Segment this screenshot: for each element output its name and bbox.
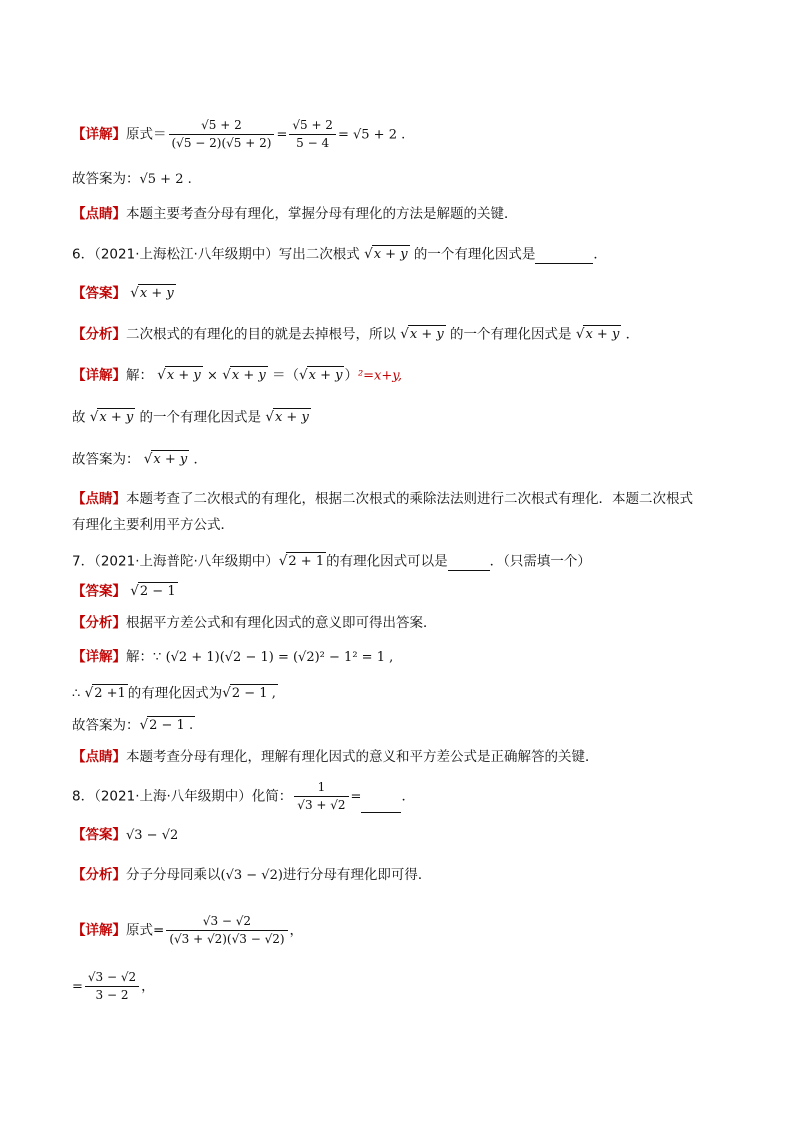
final-answer-end: ． bbox=[193, 451, 208, 468]
fraction-denominator: √3 + √2 bbox=[297, 798, 346, 812]
question-source: （2021·上海·八年级期中） bbox=[94, 788, 252, 805]
step-2-comma: ， bbox=[141, 978, 155, 995]
sqrt-expression: √x + y bbox=[299, 367, 343, 383]
radicand: 2 + 1 bbox=[288, 554, 325, 569]
question-number: 7． bbox=[72, 553, 95, 570]
stem-end: ． bbox=[593, 246, 607, 263]
analysis-text-a: 二次根式的有理化的目的就是去掉根号，所以 bbox=[126, 326, 396, 343]
stem-end: ．（只需填一个） bbox=[489, 553, 591, 570]
final-answer-label: 故答案为： bbox=[72, 171, 140, 187]
equals-paren: ＝（ bbox=[272, 367, 299, 384]
sqrt-expression: √x + y bbox=[222, 367, 266, 383]
analysis-text-b: 的一个有理化因式是 bbox=[450, 326, 572, 343]
detail-tag: 【详解】 bbox=[72, 367, 126, 384]
comment-tag: 【点睛】 bbox=[72, 749, 126, 765]
analysis-tag: 【分析】 bbox=[72, 867, 126, 883]
sqrt-expression: √2 +1 bbox=[84, 685, 126, 701]
answer-blank bbox=[361, 798, 401, 813]
because-symbol: ∵ bbox=[153, 650, 162, 665]
fraction-2 bbox=[289, 118, 336, 151]
q8-detail bbox=[72, 914, 303, 947]
q6-answer bbox=[72, 284, 176, 303]
analysis-text-a: 分子分母同乘以 bbox=[126, 867, 221, 883]
comment-text: 本题主要考查分母有理化，掌握分母有理化的方法是解题的关键． bbox=[126, 206, 518, 222]
q5-final-answer bbox=[72, 170, 192, 189]
stem-end: ． bbox=[401, 788, 415, 805]
times-sign: × bbox=[207, 368, 218, 384]
q8-stem bbox=[72, 780, 415, 813]
q7-stem bbox=[72, 552, 591, 571]
q6-analysis bbox=[72, 325, 639, 344]
conclusion-text-a: 故 bbox=[72, 409, 86, 426]
power-result: ²=x+y, bbox=[357, 368, 403, 384]
sqrt-expression: √x + y bbox=[265, 409, 309, 425]
analysis-text: 根据平方差公式和有理化因式的意义即可得出答案． bbox=[126, 615, 437, 631]
detail-prefix: 原式＝ bbox=[126, 126, 167, 143]
analysis-tag: 【分析】 bbox=[72, 615, 126, 631]
fraction-numerator: 1 bbox=[294, 780, 348, 797]
sqrt-expression: √x + y bbox=[89, 409, 134, 425]
question-source: （2021·上海普陀·八年级期中） bbox=[94, 553, 279, 570]
fraction-2-numerator: √5 + 2 bbox=[289, 118, 336, 135]
q7-final-answer bbox=[72, 716, 195, 735]
q8-answer bbox=[72, 826, 178, 845]
sqrt-expression: √x + y bbox=[575, 326, 620, 342]
stem-text-b: 的有理化因式可以是 bbox=[326, 553, 448, 570]
analysis-expression: (√3 − √2) bbox=[220, 868, 283, 883]
q8-analysis bbox=[72, 866, 431, 885]
fraction bbox=[294, 780, 348, 813]
fraction-1-numerator: √5 + 2 bbox=[169, 118, 275, 135]
q7-analysis bbox=[72, 614, 437, 632]
detail-tag: 【详解】 bbox=[72, 922, 126, 939]
detail-expression: (√2 + 1)(√2 − 1) = (√2)² − 1² = 1 , bbox=[165, 650, 394, 665]
radicand: x + y bbox=[231, 368, 266, 383]
sqrt-expression: √2 − 1 , bbox=[222, 685, 276, 701]
radicand: x + y bbox=[139, 286, 174, 301]
sqrt-expression: √x + y bbox=[130, 285, 174, 301]
q8-step-2 bbox=[72, 970, 155, 1003]
analysis-end: ． bbox=[625, 326, 640, 343]
q6-comment bbox=[72, 486, 722, 538]
sqrt-expression: √x + y bbox=[143, 451, 188, 467]
answer-tag: 【答案】 bbox=[72, 583, 126, 600]
analysis-tag: 【分析】 bbox=[72, 326, 126, 343]
q7-answer bbox=[72, 582, 178, 601]
q5-comment bbox=[72, 205, 518, 223]
fraction-1 bbox=[169, 118, 275, 151]
step-2-fraction bbox=[85, 970, 139, 1003]
radicand: x + y bbox=[308, 368, 343, 383]
radicand: 2 +1 bbox=[94, 686, 126, 701]
analysis-text-b: 进行分母有理化即可得． bbox=[282, 867, 432, 883]
sqrt-expression: √x + y bbox=[364, 246, 408, 262]
answer-blank bbox=[448, 556, 490, 571]
detail-tag: 【详解】 bbox=[72, 649, 126, 665]
detail-comma: ， bbox=[289, 922, 304, 939]
q7-conclusion bbox=[72, 684, 278, 704]
detail-fraction-numerator: √3 − √2 bbox=[166, 914, 287, 931]
answer-value: √3 − √2 bbox=[126, 828, 179, 843]
step-2-numerator: √3 − √2 bbox=[85, 970, 139, 987]
radicand: 2 − 1 . bbox=[149, 718, 194, 733]
detail-tag: 【详解】 bbox=[72, 126, 126, 143]
final-answer-label: 故答案为： bbox=[72, 717, 140, 734]
q7-detail bbox=[72, 648, 393, 667]
comment-text: 本题考查分母有理化，理解有理化因式的意义和平方差公式是正确解答的关键． bbox=[126, 749, 599, 765]
comment-tag: 【点睛】 bbox=[72, 206, 126, 222]
answer-tag: 【答案】 bbox=[72, 827, 126, 843]
comment-line-2: 有理化主要利用平方公式． bbox=[72, 517, 234, 533]
answer-tag: 【答案】 bbox=[72, 285, 126, 302]
radicand: x + y bbox=[585, 327, 620, 342]
q6-final-answer bbox=[72, 450, 207, 469]
therefore-symbol: ∴ bbox=[72, 686, 81, 702]
radicand: 2 − 1 , bbox=[231, 686, 276, 701]
radicand: x + y bbox=[99, 410, 134, 425]
radicand: 2 − 1 bbox=[139, 584, 176, 599]
q6-detail bbox=[72, 366, 402, 386]
comment-line-1: 本题考查了二次根式的有理化，根据二次根式的乘除法法则进行二次根式有理化．本题二次根式 bbox=[126, 491, 693, 507]
fraction-2-denominator: 5 − 4 bbox=[296, 136, 330, 150]
question-source: （2021·上海松江·八年级期中） bbox=[94, 246, 279, 263]
answer-blank bbox=[535, 249, 593, 264]
conclusion-text-b: 的有理化因式为 bbox=[127, 685, 223, 702]
equals-sign: = bbox=[276, 127, 288, 143]
sqrt-expression: √2 − 1 . bbox=[139, 717, 194, 733]
q6-stem bbox=[72, 245, 607, 264]
radicand: x + y bbox=[373, 247, 408, 262]
q6-conclusion bbox=[72, 408, 311, 427]
conclusion-text-b: 的一个有理化因式是 bbox=[139, 409, 262, 426]
paren-close: ） bbox=[344, 367, 358, 384]
step-2-denominator: 3 − 2 bbox=[95, 988, 129, 1002]
q5-detail-line bbox=[72, 118, 405, 151]
detail-fraction bbox=[166, 914, 287, 947]
detail-prefix: 原式= bbox=[126, 922, 165, 939]
detail-text-a: 解： bbox=[126, 367, 153, 384]
comment-tag: 【点睛】 bbox=[72, 491, 126, 507]
question-number: 8． bbox=[72, 788, 95, 805]
stem-text-a: 写出二次根式 bbox=[278, 246, 360, 263]
fraction-1-denominator: (√5 − 2)(√5 + 2) bbox=[171, 136, 272, 150]
question-number: 6． bbox=[72, 246, 95, 263]
stem-text-b: 的一个有理化因式是 bbox=[413, 246, 536, 263]
radicand: x + y bbox=[153, 452, 188, 467]
sqrt-expression: √x + y bbox=[400, 326, 444, 342]
detail-text-a: 解： bbox=[126, 649, 153, 665]
detail-result: = √5 + 2 . bbox=[337, 127, 406, 143]
sqrt-expression: √2 − 1 bbox=[130, 583, 176, 599]
radicand: x + y bbox=[166, 368, 201, 383]
final-answer-label: 故答案为： bbox=[72, 451, 140, 468]
final-answer-value: √5 + 2 . bbox=[139, 172, 192, 187]
detail-fraction-denominator: (√3 + √2)(√3 − √2) bbox=[169, 932, 285, 946]
radicand: x + y bbox=[274, 410, 309, 425]
sqrt-expression: √x + y bbox=[157, 367, 201, 383]
equals-sign: = bbox=[350, 789, 362, 805]
radicand: x + y bbox=[409, 327, 444, 342]
stem-text-a: 化简： bbox=[251, 788, 293, 805]
q7-comment bbox=[72, 748, 599, 766]
sqrt-expression: √2 + 1 bbox=[278, 553, 325, 569]
equals-sign: = bbox=[72, 979, 83, 995]
